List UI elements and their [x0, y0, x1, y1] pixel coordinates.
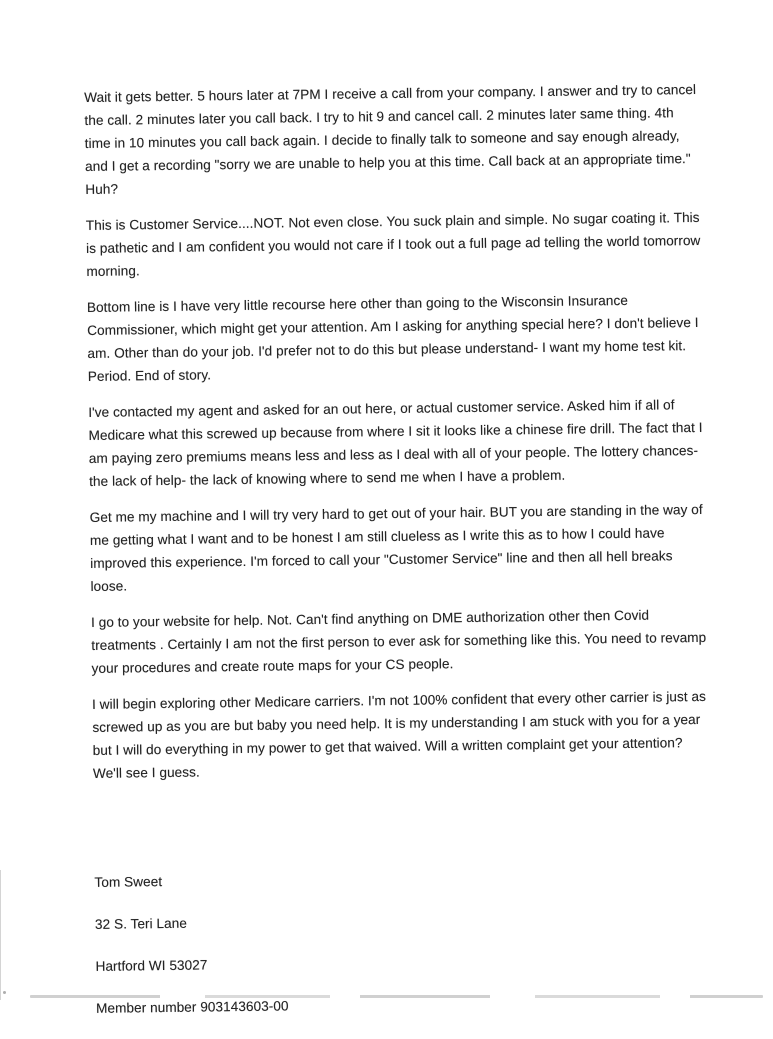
letter-paragraph: This is Customer Service....NOT. Not even close. You suck plain and simple. No sugar coating it. This is pathetic and I am confident you would not care if I took out a full page ad telling the world tomorrow morning. — [85, 209, 701, 279]
letter-paragraph: Get me my machine and I will try very hard to get out of your hair. BUT you are standing in the way of me getting what I want and to be honest I am still clueless as I write this as to how I could have improved this experience. I'm forced to call your "Customer Service" line and then all hell breaks loose. — [89, 501, 703, 594]
letter-paragraph: I will begin exploring other Medicare carriers. I'm not 100% confident that every other carrier is just as screwed up as you are but baby you need help. It is my understanding I am stuck with you for a year but I will do everything in my power to get that waived. Will a written complaint get your attention? We'll see I guess. — [91, 688, 707, 781]
signature-member-number: Member number 903143603-00 — [95, 998, 289, 1016]
signature-address-street: 32 S. Teri Lane — [94, 915, 188, 932]
letter-paragraph: Wait it gets better. 5 hours later at 7PM I receive a call from your company. I answer and try to cancel the call. 2 minutes later you call back. I try to hit 9 and cancel call. 2 minutes later same thing. 4th time in 10 minutes you call back again. I decide to finally talk to someone and say enough already, and I get a recording "sorry we are unable to help you at this time. Call back at an appropriate time." Huh? — [84, 81, 697, 197]
letter-body — [84, 78, 714, 1039]
letter-paragraph: Bottom line is I have very little recourse here other than going to the Wisconsin Insurance Commissioner, which might get your attention. Am I asking for anything special here? I don't believe I am. Other than do your job. I'd prefer not to do this but please understand- I want my home test kit. Period. End of story. — [86, 292, 699, 384]
signature-name: Tom Sweet — [94, 874, 163, 890]
scan-speck-artifact — [3, 991, 6, 994]
letter-paragraph: I've contacted my agent and asked for an out here, or actual customer service. Asked him if all of Medicare what this screwed up because from where I sit it looks like a chinese fire drill. The fact that I am paying zero premiums means less and less as I deal with all of your people. The lottery chances- the lack of help- the lack of knowing where to send me when I have a problem. — [88, 397, 703, 489]
signature-address-city: Hartford WI 53027 — [95, 957, 208, 974]
scan-bottom-edge-artifact — [30, 995, 763, 998]
scan-left-edge-artifact — [0, 870, 1, 1000]
letter-paragraph: I go to your website for help. Not. Can't find anything on DME authorization other then Covid treatments . Certainly I am not the first person to ever ask for something like this. You need to revamp your procedures and create route maps for your CS people. — [90, 607, 707, 676]
